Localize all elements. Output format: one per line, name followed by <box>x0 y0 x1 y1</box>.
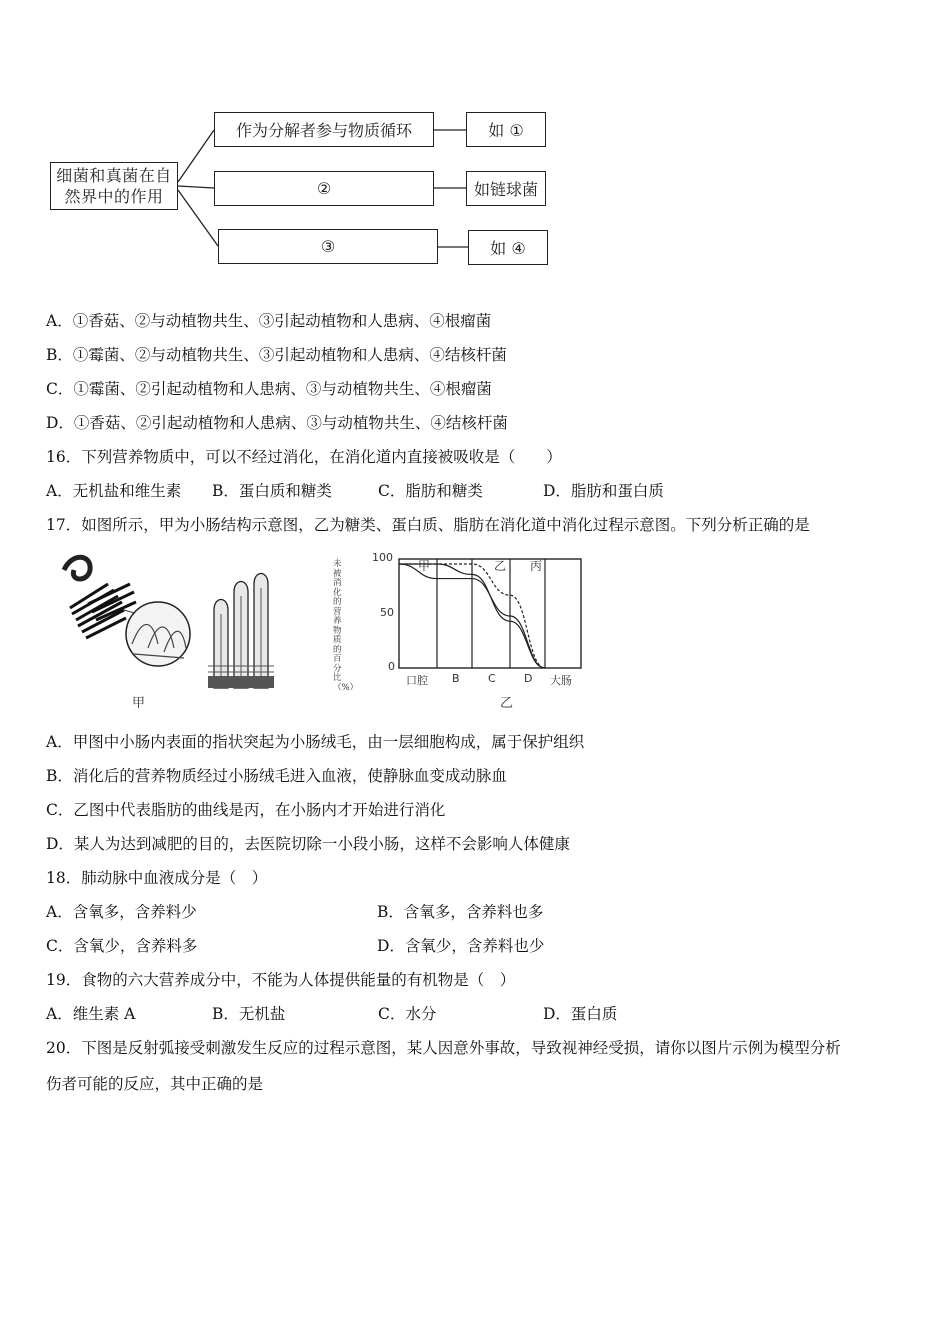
q19-option-c: C．水分 <box>378 1005 437 1023</box>
q20-stem-line-2: 伤者可能的反应，其中正确的是 <box>46 1075 264 1093</box>
q18-option-a: A．含氧多，含养料少 <box>46 903 197 921</box>
q19-option-d: D．蛋白质 <box>543 1005 618 1023</box>
q16-option-c: C．脂肪和糖类 <box>378 482 483 500</box>
q18-option-c: C．含氧少，含养料多 <box>46 937 198 955</box>
q16-option-d: D．脂肪和蛋白质 <box>543 482 664 500</box>
diagram-root-box: 细菌和真菌在自然界中的作用 <box>50 162 178 210</box>
xtick-mouth: 口腔 <box>406 674 428 687</box>
q17-option-c: C．乙图中代表脂肪的曲线是丙，在小肠内才开始进行消化 <box>46 801 446 819</box>
figure-jia-caption: 甲 <box>132 696 146 711</box>
diagram-example-2: 如链球菌 <box>466 171 546 206</box>
diagram-example-3: 如 ④ <box>468 230 548 265</box>
xtick-d: D <box>524 672 533 685</box>
q20-stem-line-1: 20．下图是反射弧接受刺激发生反应的过程示意图，某人因意外事故，导致视神经受损，请你以图片示例为模型分析 <box>46 1039 841 1057</box>
diagram-example-1: 如 ① <box>466 112 546 147</box>
q15-option-c: C．①霉菌、②引起动植物和人患病、③与动植物共生、④根瘤菌 <box>46 380 492 398</box>
diagram-role-3: ③ <box>218 229 438 264</box>
q15-option-d: D．①香菇、②引起动植物和人患病、③与动植物共生、④结核杆菌 <box>46 414 508 432</box>
q18-option-b: B．含氧多，含养料也多 <box>377 903 544 921</box>
q17-option-a: A．甲图中小肠内表面的指状突起为小肠绒毛，由一层细胞构成，属于保护组织 <box>46 733 585 751</box>
q18-option-d: D．含氧少，含养料也少 <box>377 937 545 955</box>
q16-option-b: B．蛋白质和糖类 <box>212 482 332 500</box>
xtick-b: B <box>452 672 460 685</box>
series-label-bing: 丙 <box>530 559 543 573</box>
q15-option-a: A．①香菇、②与动植物共生、③引起动植物和人患病、④根瘤菌 <box>46 312 492 330</box>
ytick-50: 50 <box>380 606 394 619</box>
diagram-role-1: 作为分解者参与物质循环 <box>214 112 434 147</box>
q19-stem: 19．食物的六大营养成分中，不能为人体提供能量的有机物是（ ） <box>46 971 516 989</box>
q18-stem: 18．肺动脉中血液成分是（ ） <box>46 869 268 887</box>
q15-option-b: B．①霉菌、②与动植物共生、③引起动植物和人患病、④结核杆菌 <box>46 346 507 364</box>
chart-frame <box>399 559 581 668</box>
chart-ylabel: 未被消化的营养物质的百分比（%） <box>333 559 359 693</box>
q16-option-a: A．无机盐和维生素 <box>46 482 182 500</box>
xtick-large-intestine: 大肠 <box>550 674 572 687</box>
ytick-100: 100 <box>372 551 393 564</box>
figure-yi-caption: 乙 <box>500 696 514 711</box>
small-intestine-figure <box>48 548 288 696</box>
q17-stem: 17．如图所示，甲为小肠结构示意图，乙为糖类、蛋白质、脂肪在消化道中消化过程示意图。下列分析正确的是 <box>46 516 810 534</box>
q17-option-d: D．某人为达到减肥的目的，去医院切除一小段小肠，这样不会影响人体健康 <box>46 835 570 853</box>
q16-stem: 16．下列营养物质中，可以不经过消化，在消化道内直接被吸收是（ ） <box>46 448 562 466</box>
digestion-chart <box>398 558 584 672</box>
series-label-yi: 乙 <box>494 559 507 573</box>
series-label-jia: 甲 <box>418 559 431 573</box>
q19-option-b: B．无机盐 <box>212 1005 286 1023</box>
q17-option-b: B．消化后的营养物质经过小肠绒毛进入血液，使静脉血变成动脉血 <box>46 767 507 785</box>
q19-option-a: A．维生素 A <box>46 1005 136 1023</box>
ytick-0: 0 <box>388 660 395 673</box>
diagram-role-2: ② <box>214 171 434 206</box>
xtick-c: C <box>488 672 496 685</box>
